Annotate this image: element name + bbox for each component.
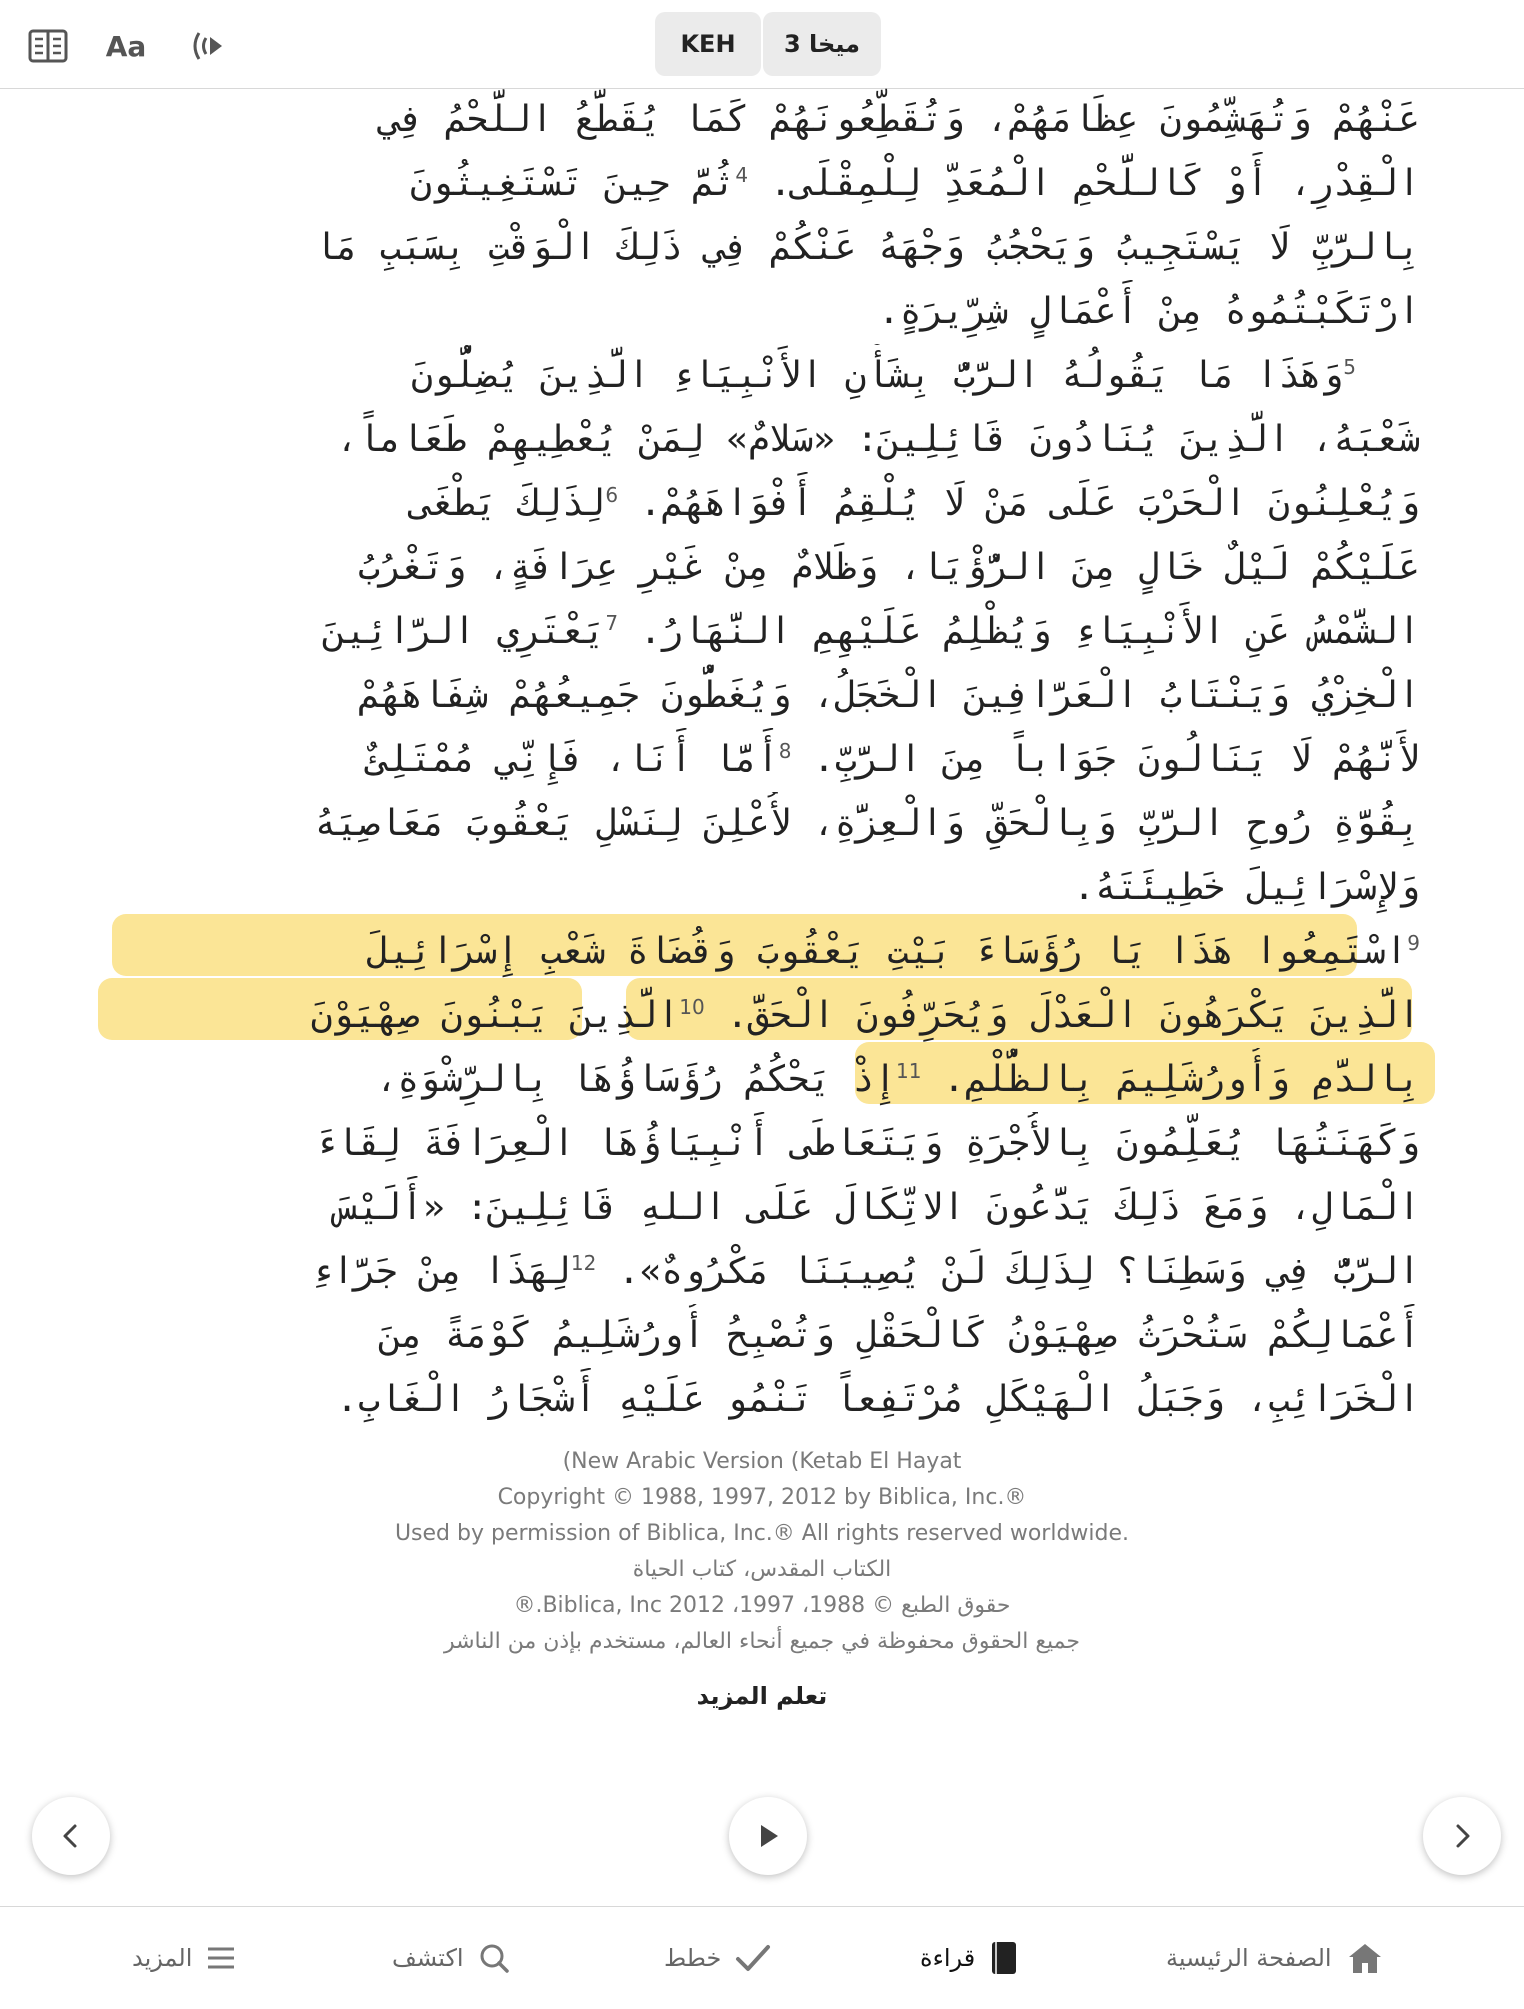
copyright-line: Used by permission of Biblica, Inc.® All rights reserved worldwide. <box>394 1521 1130 1546</box>
next-chapter-button[interactable] <box>1423 1797 1501 1875</box>
verse-text: اسْتَمِعُوا هَذَا يَا رُؤَسَاءَ بَيْتِ يَعْقُوبَ وَقُضَاةَ شَعْبِ إِسْرَائِيلَ <box>366 931 1408 972</box>
verse-line[interactable] <box>120 280 1420 344</box>
verse-text: لِهَذَا مِنْ جَرَّاءِ <box>310 1251 571 1292</box>
verse-number: 12 <box>570 1251 597 1275</box>
verse-text: بِقُوَّةِ رُوحِ الرَّبِّ وَبِالْحَقِّ وَالْعِزَّةِ، لأُعْلِنَ لِنَسْلِ يَعْقُوبَ مَعَاصِيَهُ <box>314 803 1420 844</box>
learn-more-link[interactable]: تعلم المزيد <box>696 1682 828 1710</box>
verse-text: وَهَذَا مَا يَقُولُهُ الرَّبُّ بِشَأْنِ الأَنْبِيَاءِ الَّذِينَ يُضِلُّونَ <box>411 355 1344 396</box>
verse-text: شَعْبَهُ، الَّذِينَ يُنَادُونَ قَائِلِينَ: «سَلامٌ» لِمَنْ يُعْطِيهِمْ طَعَاماً، <box>336 419 1420 460</box>
verse-text: الْقِدْرِ، أَوْ كَاللَّحْمِ الْمُعَدِّ لِلْمِقْلَى. <box>769 163 1420 204</box>
verse-text: بِالرَّبِّ لَا يَسْتَجِيبُ وَيَحْجُبُ وَجْهَهُ عَنْكُمْ فِي ذَلِكَ الْوَقْتِ بِسَبَبِ مَا <box>314 227 1420 268</box>
verse-number: 4 <box>735 163 749 187</box>
verse-line[interactable] <box>120 728 1420 792</box>
verse-text: ارْتَكَبْتُمُوهُ مِنْ أَعْمَالٍ شِرِّيرَةٍ. <box>878 291 1420 332</box>
nav-discover-label: اكتشف <box>392 1944 464 1972</box>
verse-text: ثُمَّ حِينَ تَسْتَغِيثُونَ <box>410 163 736 204</box>
play-button[interactable] <box>729 1797 807 1875</box>
book-icon <box>989 1940 1019 1976</box>
verse-number: 8 <box>778 739 792 763</box>
chevron-left-icon <box>57 1822 85 1850</box>
verse-number: 10 <box>679 995 705 1019</box>
verse-line[interactable] <box>120 536 1420 600</box>
nav-discover[interactable] <box>392 1907 510 2009</box>
verse-text: وَكَهَنَتُهَا يُعَلِّمُونَ بِالأُجْرَةِ وَيَتَعَاطَى أَنْبِيَاؤُهَا الْعِرَافَةَ لِقَاءَ <box>314 1123 1420 1164</box>
font-settings-button[interactable]: Aa <box>105 29 147 63</box>
verse-text: أَعْمَالِكُمْ سَتُحْرَثُ صِهْيَوْنُ كَالْحَقْلِ وَتُصْبِحُ أُورُشَلِيمُ كَوْمَةً مِنَ <box>379 1315 1420 1356</box>
verse-text: الَّذِينَ يَكْرَهُونَ الْعَدْلَ وَيُحَرِّفُونَ الْحَقَّ. <box>726 995 1420 1036</box>
nav-home-label: الصفحة الرئيسية <box>1166 1944 1332 1972</box>
copyright-line: جميع الحقوق محفوظة في جميع أنحاء العالم، مستخدم بإذن من الناشر <box>443 1629 1080 1654</box>
play-icon <box>754 1821 782 1851</box>
verse-line[interactable] <box>120 152 1420 216</box>
verse-line[interactable] <box>120 344 1420 408</box>
verse-text: الْمَالِ، وَمَعَ ذَلِكَ يَدَّعُونَ الاتِّكَالَ عَلَى اللهِ قَائِلِينَ: «أَلَيْسَ <box>336 1187 1420 1228</box>
copyright-line: Copyright © 1988, 1997, 2012 by Biblica, Inc.® <box>497 1485 1027 1510</box>
scripture-text <box>120 88 1420 1432</box>
chapter-button[interactable]: ميخا 3 <box>763 12 881 76</box>
verse-text: لأَنَّهُمْ لَا يَنَالُونَ جَوَاباً مِنَ الرَّبِّ. <box>813 739 1420 780</box>
nav-read-label: قراءة <box>920 1944 976 1972</box>
verse-line[interactable] <box>120 1048 1420 1112</box>
verse-line[interactable] <box>120 88 1420 152</box>
nav-plans-label: خطط <box>664 1944 722 1972</box>
verse-line[interactable] <box>120 1112 1420 1176</box>
verse-text: لِذَلِكَ يَطْغَى <box>410 483 606 524</box>
verse-line[interactable] <box>120 984 1420 1048</box>
verse-line[interactable] <box>120 600 1420 664</box>
verse-text: الْخِزْيُ وَيَنْتَابُ الْعَرَّافِينَ الْخَجَلُ، وَيُغَطُّونَ جَمِيعُهُمْ شِفَاهَهُمْ <box>357 675 1420 716</box>
verse-text: وَلإِسْرَائِيلَ خَطِيئَتَهُ. <box>1073 867 1420 908</box>
search-icon <box>478 1942 510 1974</box>
verse-number: 6 <box>605 483 619 507</box>
verse-line[interactable] <box>120 1368 1420 1432</box>
verse-number: 7 <box>605 611 619 635</box>
chevron-right-icon <box>1448 1822 1476 1850</box>
verse-line[interactable] <box>120 664 1420 728</box>
verse-text: الرَّبُّ فِي وَسَطِنَا؟ لِذَلِكَ لَنْ يُصِيبَنَا مَكْرُوهٌ». <box>618 1251 1420 1292</box>
verse-text: وَيُعْلِنُونَ الْحَرْبَ عَلَى مَنْ لَا يُلْقِمُ أَفْوَاهَهُمْ. <box>639 483 1420 524</box>
verse-text: عَلَيْكُمْ لَيْلٌ خَالٍ مِنَ الرُّؤْيَا، وَظَلامٌ مِنْ غَيْرِ عِرَافَةٍ، وَتَغْرُبُ <box>357 547 1420 588</box>
verse-number: 5 <box>1343 355 1356 379</box>
verse-line[interactable] <box>120 792 1420 856</box>
verse-text: إِذْ يَحْكُمُ رُؤَسَاؤُهَا بِالرِّشْوَةِ، <box>375 1059 897 1100</box>
verse-line[interactable] <box>120 472 1420 536</box>
version-button[interactable]: KEH <box>655 12 761 76</box>
verse-line[interactable] <box>120 920 1420 984</box>
previous-chapter-button[interactable] <box>32 1797 110 1875</box>
verse-text: عَنْهُمْ وَتُهَشِّمُونَ عِظَامَهُمْ، وَتُقَطِّعُونَهُمْ كَمَا يُقَطَّعُ اللَّحْمُ فِي <box>379 99 1420 140</box>
menu-icon <box>206 1945 236 1971</box>
verse-line[interactable] <box>120 1304 1420 1368</box>
top-bar <box>0 0 1524 89</box>
nav-home[interactable] <box>1166 1907 1384 2009</box>
copyright-line: الكتاب المقدس، كتاب الحياة <box>632 1557 892 1582</box>
verse-line[interactable] <box>120 856 1420 920</box>
copyright-line: حقوق الطبع © 1988، 1997، 2012 Biblica, Inc.® <box>513 1593 1011 1618</box>
audio-icon[interactable] <box>186 24 230 68</box>
verse-number: 9 <box>1407 931 1420 955</box>
verse-text: الْخَرَائِبِ، وَجَبَلُ الْهَيْكَلِ مُرْتَفِعاً تَنْمُو عَلَيْهِ أَشْجَارُ الْغَابِ. <box>336 1379 1420 1420</box>
verse-line[interactable] <box>120 216 1420 280</box>
verse-text: يَعْتَرِي الرَّائِينَ <box>323 611 606 652</box>
nav-plans[interactable] <box>664 1907 771 2009</box>
nav-more[interactable] <box>132 1907 236 2009</box>
verse-line[interactable] <box>120 1240 1420 1304</box>
verse-text: الشَّمْسُ عَنِ الأَنْبِيَاءِ وَيُظْلِمُ عَلَيْهِمِ النَّهَارُ. <box>639 611 1420 652</box>
verse-line[interactable] <box>120 408 1420 472</box>
copyright-block <box>0 1444 1524 1660</box>
verse-text: بِالدَّمِ وَأُورُشَلِيمَ بِالظُّلْمِ. <box>943 1059 1420 1100</box>
home-icon <box>1346 1941 1384 1975</box>
verse-line[interactable] <box>120 1176 1420 1240</box>
checkmark-icon <box>735 1943 771 1973</box>
verse-text: الَّذِينَ يَبْنُونَ صِهْيَوْنَ <box>310 995 680 1036</box>
nav-read[interactable] <box>920 1907 1019 2009</box>
verse-text: أَمَّا أَنَا، فَإِنِّي مُمْتَلِئٌ <box>366 739 779 780</box>
verse-number: 11 <box>896 1059 922 1083</box>
copyright-line: (New Arabic Version (Ketab El Hayat <box>562 1449 962 1474</box>
nav-more-label: المزيد <box>132 1944 193 1972</box>
parallel-view-icon[interactable] <box>26 24 70 68</box>
bottom-navigation <box>0 1906 1524 2009</box>
